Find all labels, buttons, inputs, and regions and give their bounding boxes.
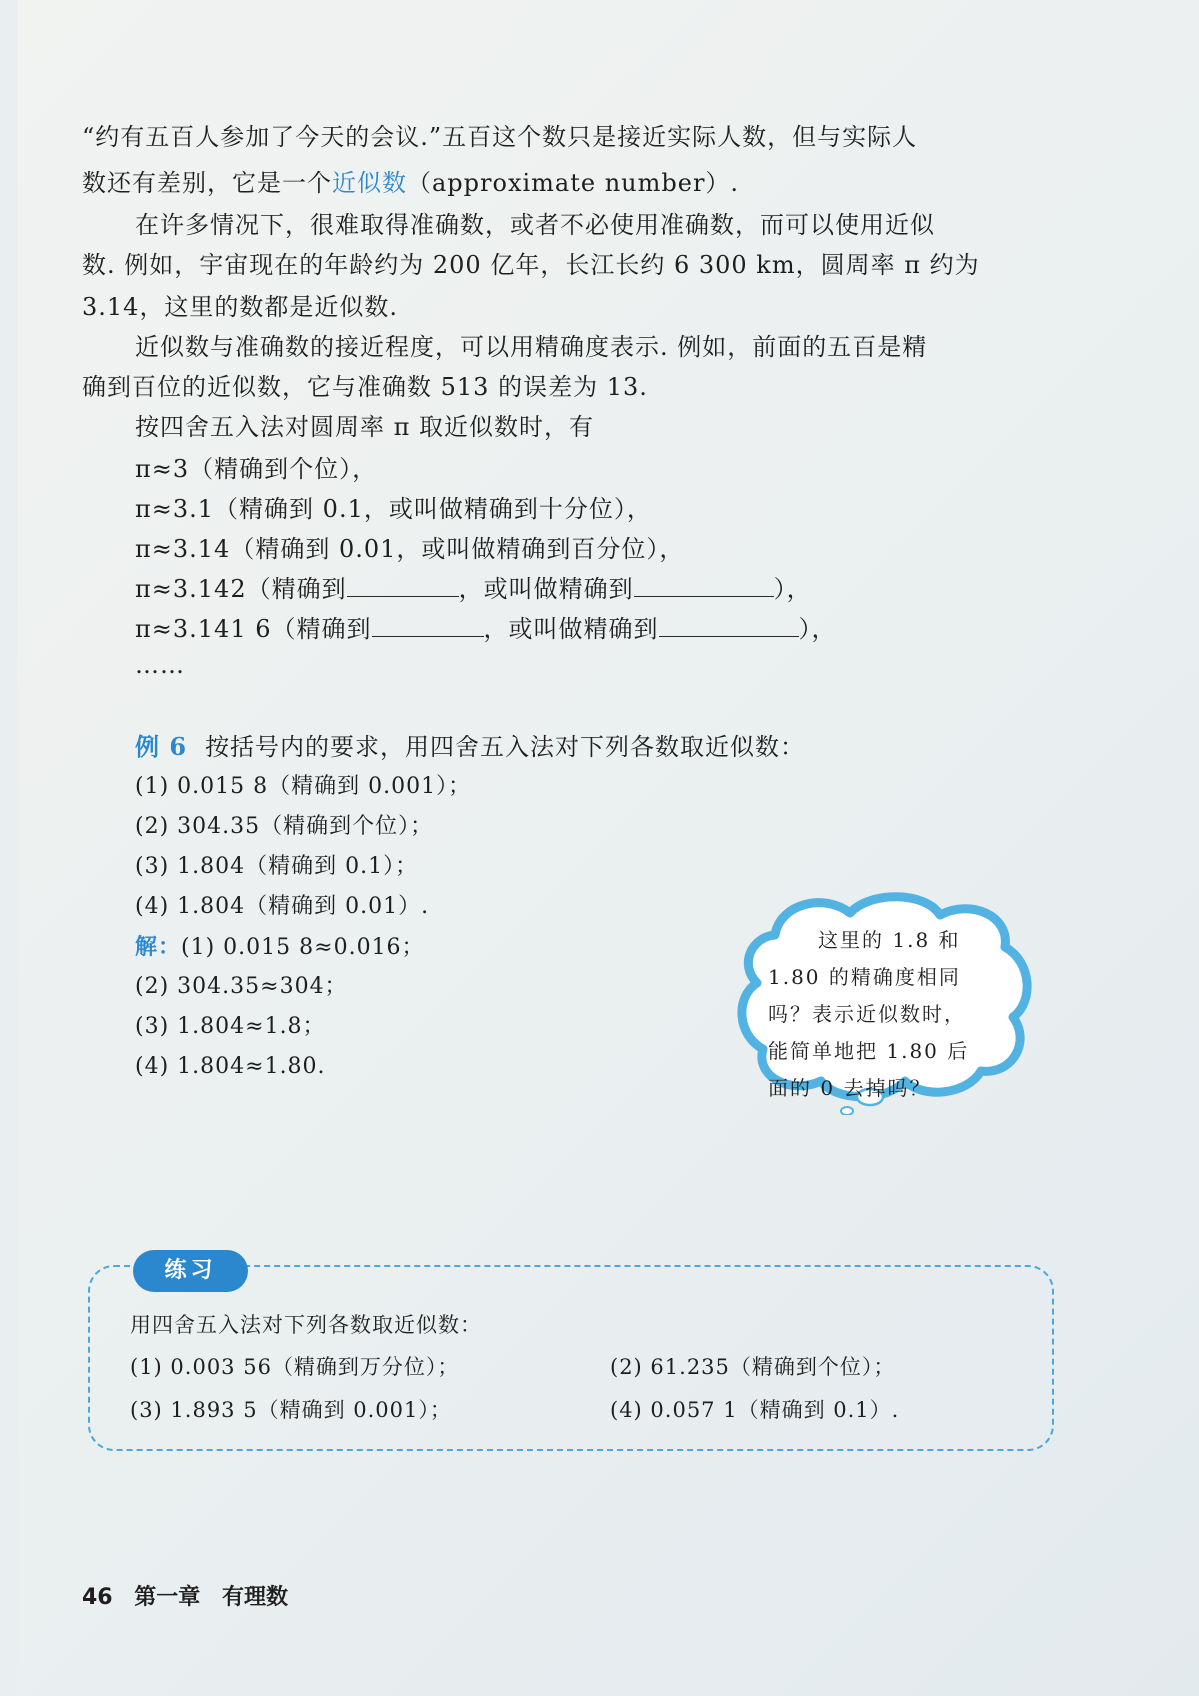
thought-line-5: 面的 0 去掉吗？ <box>768 1076 932 1100</box>
pi-approx-5-text-b: ，或叫做精确到 <box>483 615 659 643</box>
chapter-title: 有理数 <box>221 1585 288 1610</box>
page-number: 46 <box>82 1585 113 1610</box>
practice-item-2: (2) 61.235（精确到个位）； <box>610 1355 896 1379</box>
example-item-3: (3) 1.804（精确到 0.1）； <box>135 854 419 879</box>
thought-line-2: 1.80 的精确度相同 <box>768 965 961 989</box>
paragraph-3-line-2: 确到百位的近似数，它与准确数 513 的误差为 13. <box>82 373 648 401</box>
paragraph-3-line-1: 近似数与准确数的接近程度，可以用精确度表示. 例如，前面的五百是精 <box>135 333 928 361</box>
chapter-label: 第一章 <box>134 1585 201 1610</box>
solution-line-1 <box>135 930 425 965</box>
thought-bubble-dot-small <box>841 1107 853 1115</box>
pi-approx-4-text-c: ）， <box>773 575 812 603</box>
approximate-number-term: 近似数 <box>332 169 407 197</box>
pi-approx-2: π≈3.1（精确到 0.1，或叫做精确到十分位）， <box>135 495 652 523</box>
paragraph-2-line-3: 3.14，这里的数都是近似数. <box>82 293 399 321</box>
pi-approx-5-text-c: ）， <box>798 615 837 643</box>
paragraph-1-english-term: （approximate number）. <box>407 169 740 197</box>
pi-approx-3: π≈3.14（精确到 0.01，或叫做精确到百分位）， <box>135 535 685 563</box>
ellipsis: …… <box>135 651 185 679</box>
pi-approx-1: π≈3（精确到个位）， <box>135 455 378 483</box>
paragraph-1-line-2 <box>82 166 739 200</box>
practice-item-4: (4) 0.057 1（精确到 0.1）. <box>610 1398 900 1422</box>
fill-in-blank[interactable] <box>372 612 484 637</box>
paragraph-2-line-1: 在许多情况下，很难取得准确数，或者不必使用准确数，而可以使用近似 <box>135 211 935 239</box>
pi-approx-4 <box>135 572 812 606</box>
pi-approx-4-text-a: π≈3.142（精确到 <box>135 575 347 603</box>
thought-line-4: 能简单地把 1.80 后 <box>768 1039 970 1063</box>
thought-bubble-text <box>768 922 1013 1107</box>
pi-approx-5-text-a: π≈3.141 6（精确到 <box>135 615 372 643</box>
practice-tab: 练习 <box>133 1250 248 1292</box>
thought-line-3: 吗？表示近似数时， <box>768 1002 966 1026</box>
thought-line-1: 这里的 1.8 和 <box>818 928 961 952</box>
example-item-2: (2) 304.35（精确到个位）； <box>135 814 434 839</box>
example-item-1: (1) 0.015 8（精确到 0.001）； <box>135 774 472 799</box>
page-footer <box>82 1580 302 1611</box>
practice-item-3: (3) 1.893 5（精确到 0.001）； <box>130 1398 452 1422</box>
solution-2: (2) 304.35≈304； <box>135 974 348 999</box>
paragraph-1-line-2-text: 数还有差别，它是一个 <box>82 169 332 197</box>
practice-instruction: 用四舍五入法对下列各数取近似数： <box>130 1313 482 1337</box>
pi-approx-5 <box>135 612 837 646</box>
example-heading <box>135 730 805 764</box>
fill-in-blank[interactable] <box>634 572 774 597</box>
fill-in-blank[interactable] <box>659 612 799 637</box>
fill-in-blank[interactable] <box>347 572 459 597</box>
practice-item-1: (1) 0.003 56（精确到万分位）； <box>130 1355 460 1379</box>
paragraph-1-line-1: “约有五百人参加了今天的会议.”五百这个数只是接近实际人数，但与实际人 <box>82 123 918 151</box>
example-item-4: (4) 1.804（精确到 0.01）. <box>135 894 430 919</box>
example-label: 例 6 <box>135 732 188 761</box>
solution-4: (4) 1.804≈1.80. <box>135 1054 326 1079</box>
solution-1: (1) 0.015 8≈0.016； <box>181 935 425 960</box>
pi-approx-4-text-b: ，或叫做精确到 <box>458 575 634 603</box>
paragraph-2-line-2: 数. 例如，宇宙现在的年龄约为 200 亿年，长江长约 6 300 km，圆周率 π 约为 <box>82 251 980 279</box>
solution-label: 解： <box>135 934 182 960</box>
paragraph-4: 按四舍五入法对圆周率 π 取近似数时，有 <box>135 413 595 441</box>
example-prompt: 按括号内的要求，用四舍五入法对下列各数取近似数： <box>205 733 806 761</box>
solution-3: (3) 1.804≈1.8； <box>135 1014 326 1039</box>
